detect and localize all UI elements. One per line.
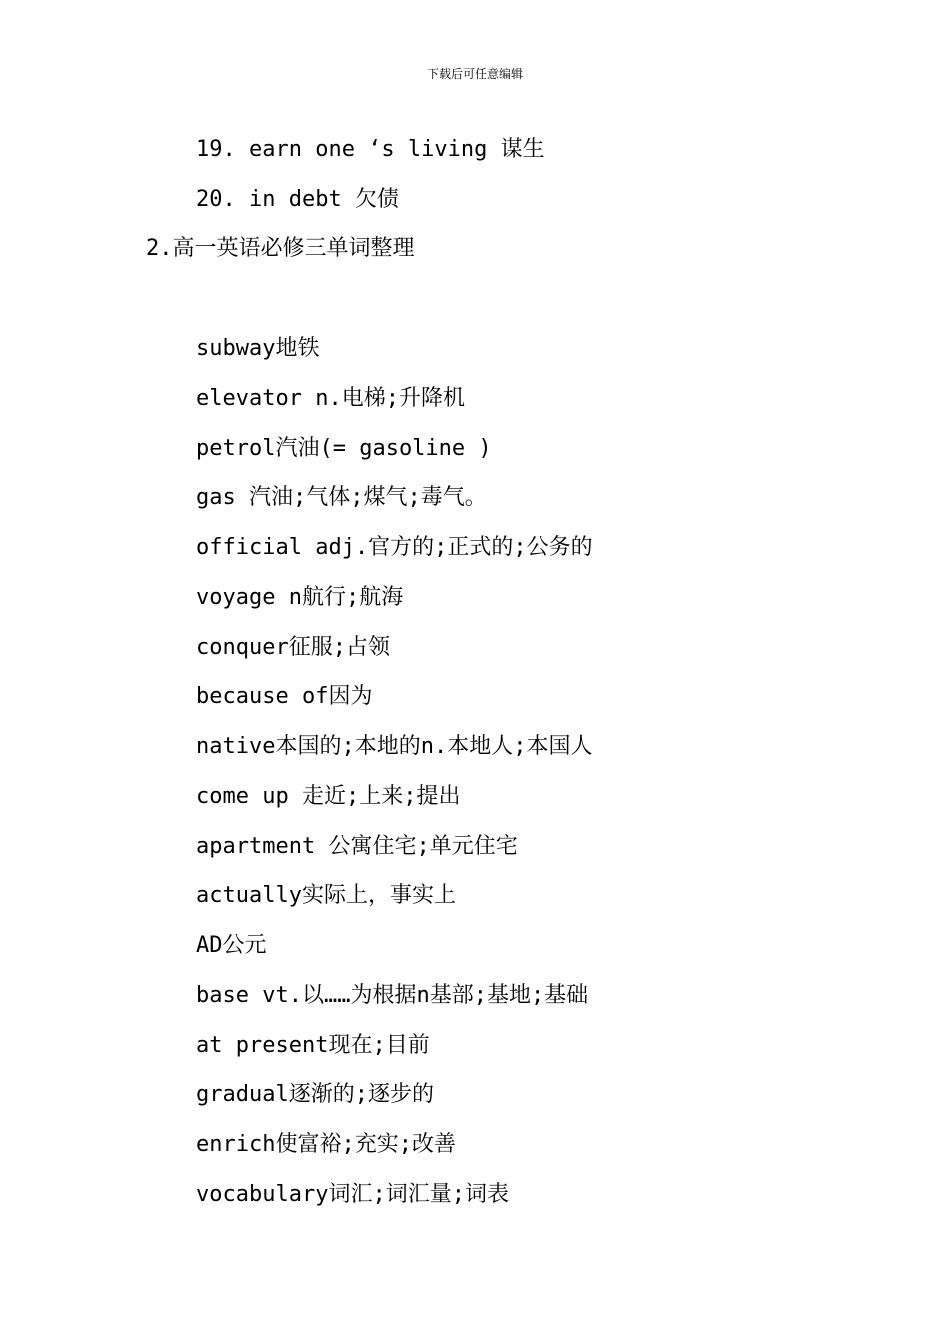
vocab-item: gas 汽油;气体;煤气;毒气。 xyxy=(196,485,487,510)
vocab-item: conquer征服;占领 xyxy=(196,635,390,660)
vocab-item: enrich使富裕;充实;改善 xyxy=(196,1132,456,1157)
vocab-item: at present现在;目前 xyxy=(196,1033,430,1058)
vocab-item: apartment 公寓住宅;单元住宅 xyxy=(196,834,518,859)
numbered-item-20: 20. in debt 欠债 xyxy=(196,187,399,212)
vocab-item: elevator n.电梯;升降机 xyxy=(196,386,465,411)
vocab-item: base vt.以……为根据n基部;基地;基础 xyxy=(196,983,589,1008)
section-title: 2.高一英语必修三单词整理 xyxy=(146,236,415,261)
vocab-item: native本国的;本地的n.本地人;本国人 xyxy=(196,734,593,759)
vocab-item: come up 走近;上来;提出 xyxy=(196,784,461,809)
page-header: 下载后可任意编辑 xyxy=(426,67,523,81)
vocab-item: official adj.官方的;正式的;公务的 xyxy=(196,535,593,560)
numbered-item-19: 19. earn one ‘s living 谋生 xyxy=(196,137,545,162)
vocab-item: actually实际上，事实上 xyxy=(196,883,456,908)
vocab-item: voyage n航行;航海 xyxy=(196,585,404,610)
vocab-item: subway地铁 xyxy=(196,336,320,361)
vocab-item: because of因为 xyxy=(196,684,373,709)
vocab-item: AD公元 xyxy=(196,933,267,958)
vocab-item: petrol汽油(= gasoline ) xyxy=(196,436,492,461)
vocab-item: vocabulary词汇;词汇量;词表 xyxy=(196,1182,509,1207)
vocab-item: gradual逐渐的;逐步的 xyxy=(196,1082,434,1107)
